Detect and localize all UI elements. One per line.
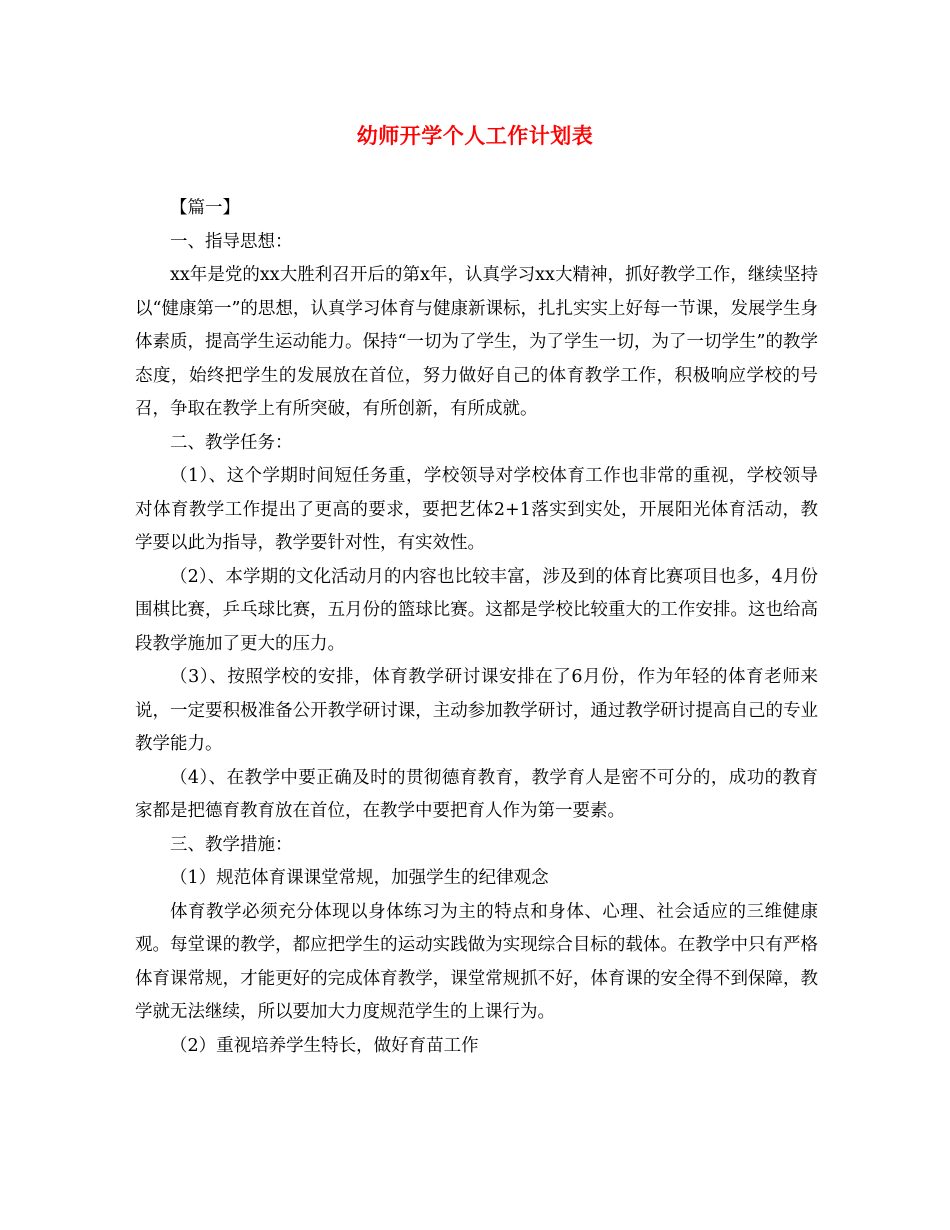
paragraph-measure-1: 体育教学必须充分体现以身体练习为主的特点和身体、心理、社会适应的三维健康观。每堂课的教学，都应把学生的运动实践做为实现综合目标的载体。在教学中只有严格体育课常规，才能更好的完成体育教学，课堂常规抓不好，体育课的安全得不到保障，教学就无法继续，所以要加大力度规范学生的上课行为。: [135, 901, 818, 1022]
heading-guiding-ideology: 一、指导思想：: [170, 231, 293, 252]
subheading-measure-2: （2）重视培养学生特长，做好育苗工作: [170, 1035, 479, 1056]
paragraph-task-4: （4）、在教学中要正确及时的贯彻德育教育，教学育人是密不可分的，成功的教育家都是把德育教育放在首位，在教学中要把育人作为第一要素。: [135, 767, 818, 821]
subheading-measure-1: （1）规范体育课课堂常规，加强学生的纪律观念: [170, 868, 549, 888]
section-marker-part-one: 【篇一】: [170, 198, 240, 218]
paragraph-task-2: （2）、本学期的文化活动月的内容也比较丰富，涉及到的体育比赛项目也多，4月份围棋比赛，乒乓球比赛，五月份的篮球比赛。这都是学校比较重大的工作安排。这也给高段教学施加了更大的压力。: [135, 566, 818, 654]
paragraph-guiding-ideology: xx年是党的xx大胜利召开后的第x年，认真学习xx大精神，抓好教学工作，继续坚持以“健康第一”的思想，认真学习体育与健康新课标，扎扎实实上好每一节课，发展学生身体素质，提高学生运动能力。保持“一切为了学生，为了学生一切，为了一切学生”的教学态度，始终把学生的发展放在首位，努力做好自己的体育教学工作，积极响应学校的号召，争取在教学上有所突破，有所创新，有所成就。: [135, 265, 818, 419]
heading-teaching-measures: 三、教学措施：: [170, 834, 293, 855]
heading-teaching-tasks: 二、教学任务：: [170, 432, 293, 453]
paragraph-task-1: （1）、这个学期时间短任务重，学校领导对学校体育工作也非常的重视，学校领导对体育教学工作提出了更高的要求，要把艺体2+1落实到实处，开展阳光体育活动，教学要以此为指导，教学要针对性，有实效性。: [135, 466, 818, 553]
document-title: 幼师开学个人工作计划表: [356, 123, 594, 148]
paragraph-task-3: （3）、按照学校的安排，体育教学研讨课安排在了6月份，作为年轻的体育老师来说，一定要积极准备公开教学研讨课，主动参加教学研讨，通过教学研讨提高自己的专业教学能力。: [135, 667, 818, 754]
document-body: [135, 192, 818, 1063]
